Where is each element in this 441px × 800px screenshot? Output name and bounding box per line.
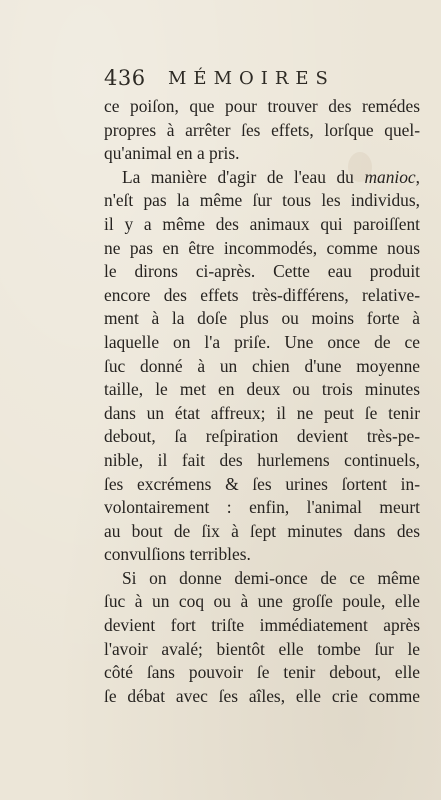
text-line: il y a même des animaux qui paroiſſent <box>104 213 420 234</box>
text-line: ce poiſon, que pour trouver des remédes <box>104 96 420 116</box>
italic-word: manioc <box>364 166 416 187</box>
page-number: 436 <box>104 66 146 90</box>
text-line: debout, ſa reſpiration devient très-pe- <box>104 426 420 447</box>
text-line: ne pas en être incommodés, comme nous <box>104 237 420 258</box>
text-line: l'avoir avalé; bientôt elle tombe ſur le <box>104 638 420 659</box>
text-line: taille, le met en deux ou trois minutes <box>104 379 420 400</box>
text-line <box>104 166 420 190</box>
text-line: convulſions terribles. <box>104 544 251 565</box>
page-header <box>104 66 354 96</box>
text-line: ſes excrémens & ſes urines ſortent in- <box>104 473 420 494</box>
text-line: Si on donne demi-once de ce même <box>122 567 420 588</box>
text-run: La manière d'agir de l'eau du <box>122 166 365 187</box>
text-line: côté ſans pouvoir ſe tenir debout, elle <box>104 662 420 683</box>
text-line: laquelle on l'a priſe. Une once de ce <box>104 331 420 352</box>
text-line: le dirons ci-après. Cette eau produit <box>104 261 420 282</box>
text-line: devient fort triſte immédiatement après <box>104 615 420 636</box>
text-line: ment à la doſe plus ou moins forte à <box>104 308 420 329</box>
body-text <box>104 95 420 708</box>
text-line: propres à arrêter ſes effets, lorſque quel- <box>104 119 420 140</box>
running-title: MÉMOIRES <box>168 68 335 89</box>
text-line: encore des effets très-différens, relative- <box>104 284 420 305</box>
text-line: qu'animal en a pris. <box>104 143 240 164</box>
text-line: n'eſt pas la même ſur tous les individus, <box>104 190 420 211</box>
text-line: dans un état affreux; il ne peut ſe tenir <box>104 402 420 423</box>
text-line: au bout de ſix à ſept minutes dans des <box>104 520 420 541</box>
text-line: ſuc à un coq ou à une groſſe poule, elle <box>104 591 420 612</box>
text-run: , <box>415 166 420 187</box>
text-line: ſuc donné à un chien d'une moyenne <box>104 355 420 376</box>
text-line: volontairement : enfin, l'animal meurt <box>104 497 420 518</box>
text-line: nible, il fait des hurlemens continuels, <box>104 449 420 470</box>
text-line: ſe débat avec ſes aîles, elle crie comme <box>104 685 420 706</box>
